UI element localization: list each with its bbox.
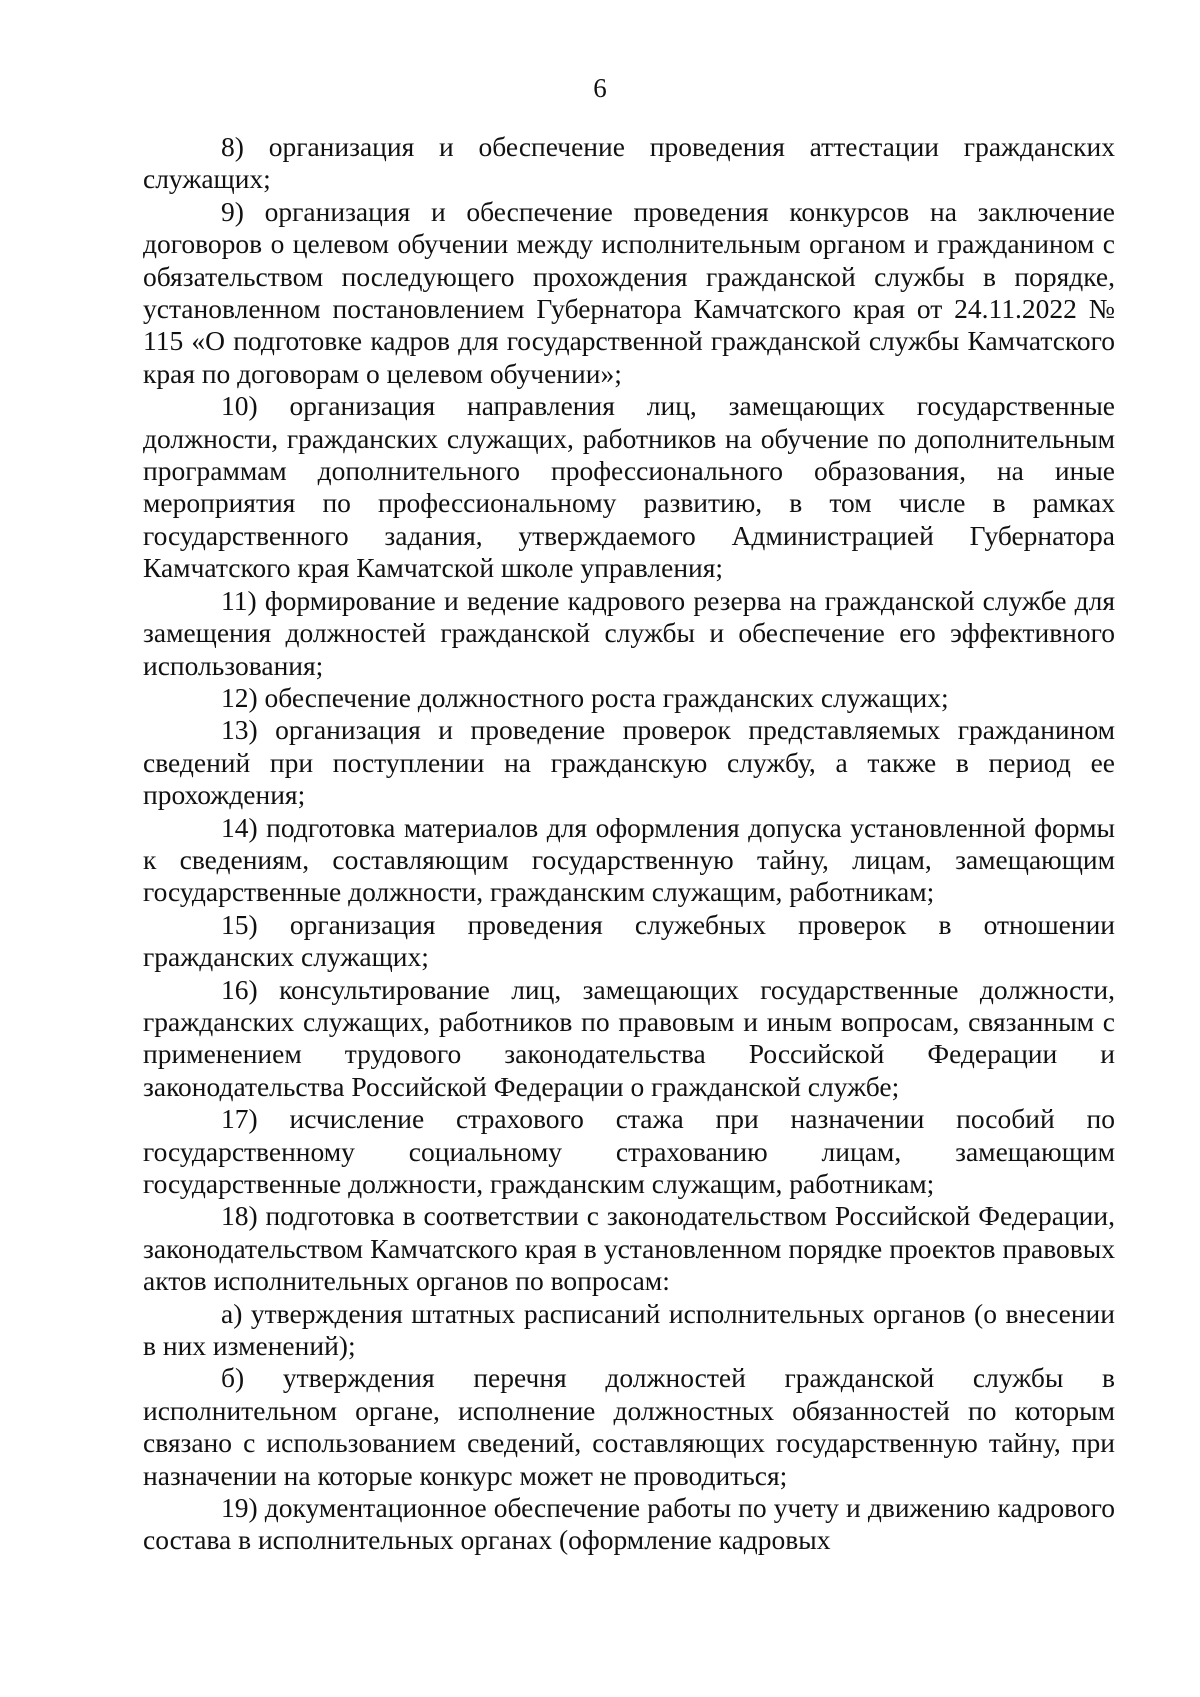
- list-item-19: 19) документационное обеспечение работы по учету и движению кадрового состава в исполнительных органах (оформление кадровых: [143, 1492, 1115, 1556]
- list-item-13: 13) организация и проведение проверок представляемых гражданином сведений при поступлении на гражданскую службу, а также в период ее прохождения;: [143, 714, 1115, 811]
- list-item-12: 12) обеспечение должностного роста гражданских служащих;: [221, 681, 949, 713]
- list-item-9: 9) организация и обеспечение проведения конкурсов на заключение договоров о целевом обучении между исполнительным органом и гражданином с обязательством последующего прохождения гражданской службы в порядке, установленном постановлением Губернатора Камчатского края от 24.11.2022 № 115 «О подготовке кадров для государственной гражданской службы Камчатского края по договорам о целевом обучении»;: [143, 195, 1115, 389]
- sub-item-b: б) утверждения перечня должностей гражданской службы в исполнительном органе, исполнение должностных обязанностей по которым связано с использованием сведений, составляющих государственную тайну, при назначении на которые конкурс может не проводиться;: [143, 1362, 1115, 1491]
- page-number: 6: [593, 73, 607, 103]
- list-item-14: 14) подготовка материалов для оформления допуска установленной формы к сведениям, составляющим государственную тайну, лицам, замещающим государственные должности, гражданским служащим, работникам;: [143, 811, 1115, 908]
- list-item-17: 17) исчисление страхового стажа при назначении пособий по государственному социальному страхованию лицам, замещающим государственные должности, гражданским служащим, работникам;: [143, 1103, 1115, 1199]
- list-item-10: 10) организация направления лиц, замещающих государственные должности, гражданских служащих, работников на обучение по дополнительным программам дополнительного профессионального образования, на иные мероприятия по профессиональному развитию, в том числе в рамках государственного задания, утверждаемого Администрацией Губернатора Камчатского края Камчатской школе управления;: [143, 390, 1115, 584]
- sub-item-a: а) утверждения штатных расписаний исполнительных органов (о внесении в них изменений);: [143, 1297, 1115, 1362]
- document-body: [143, 131, 1115, 1557]
- list-item-15: 15) организация проведения служебных проверок в отношении гражданских служащих;: [143, 908, 1115, 973]
- list-item-16: 16) консультирование лиц, замещающих государственные должности, гражданских служащих, работников по правовым и иным вопросам, связанным с применением трудового законодательства Российской Федерации и законодательства Российской Федерации о гражданской службе;: [143, 973, 1115, 1102]
- list-item-11: 11) формирование и ведение кадрового резерва на гражданской службе для замещения должностей гражданской службы и обеспечение его эффективного использования;: [143, 584, 1115, 681]
- list-item-8: 8) организация и обеспечение проведения аттестации гражданских служащих;: [143, 131, 1115, 195]
- list-item-18: 18) подготовка в соответствии с законодательством Российской Федерации, законодательством Камчатского края в установленном порядке проектов правовых актов исполнительных органов по вопросам:: [143, 1200, 1115, 1297]
